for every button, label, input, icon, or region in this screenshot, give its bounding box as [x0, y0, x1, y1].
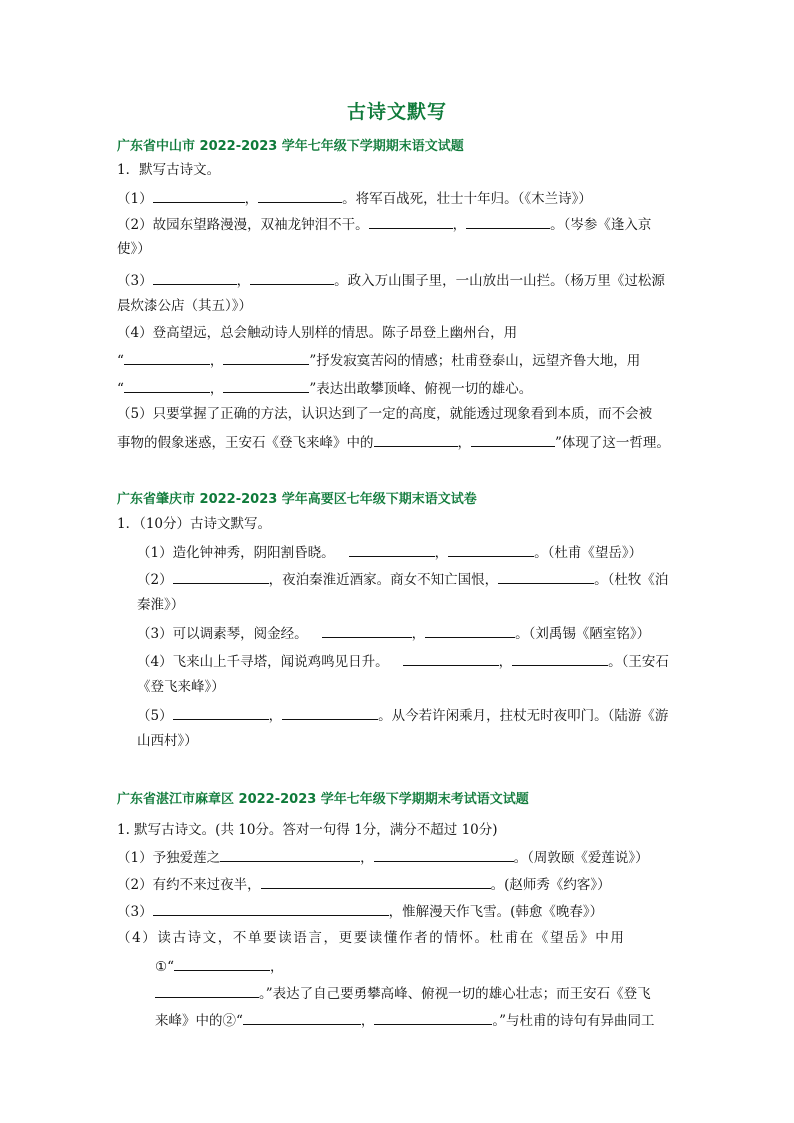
answer-blank[interactable] [374, 1010, 492, 1025]
item-3-4-cont-b: 。”表达了自己要勇攀高峰、俯视一切的雄心壮志；而王安石《登飞 [155, 983, 651, 1003]
item-3-1: （1）予独爱莲之 ， 。（周敦颐《爱莲说》） [117, 847, 649, 867]
answer-blank[interactable] [153, 901, 389, 916]
answer-blank[interactable] [403, 651, 499, 666]
answer-blank[interactable] [220, 847, 360, 862]
section-heading-2: 广东省肇庆市 2022-2023 学年高要区七年级下期末语文试卷 [117, 492, 477, 507]
item-2-5-cont: 山西村》） [137, 733, 198, 749]
item-1-3: （3） ， 。政入万山围子里，一山放出一山拦。（杨万里《过松源 [117, 270, 665, 290]
answer-blank[interactable] [223, 350, 309, 365]
answer-blank[interactable] [173, 569, 269, 584]
answer-blank[interactable] [124, 378, 210, 393]
item-2-1: （1）造化钟神秀，阴阳割昏晓。 ， 。（杜甫《望岳》） [137, 542, 642, 562]
answer-blank[interactable] [466, 214, 550, 229]
answer-blank[interactable] [153, 270, 237, 285]
item-3-4: （4）读古诗文，不单要读语言，更要读懂作者的情怀。杜甫在《望岳》中用 [117, 930, 626, 946]
answer-blank[interactable] [425, 623, 515, 638]
question-label: 1. 默写古诗文。(共 10分。答对一句得 1分，满分不超过 10分) [117, 822, 498, 838]
answer-blank[interactable] [498, 569, 594, 584]
answer-blank[interactable] [250, 270, 334, 285]
question-label: 1．默写古诗文。 [117, 162, 221, 178]
item-3-4-cont-a: ①“ ， [155, 956, 284, 976]
answer-blank[interactable] [124, 350, 210, 365]
answer-blank[interactable] [174, 956, 270, 971]
item-2-3: （3）可以调素琴，阅金经。 ， 。（刘禹锡《陋室铭》） [137, 623, 650, 643]
answer-blank[interactable] [173, 705, 269, 720]
answer-blank[interactable] [258, 188, 342, 203]
item-3-3: （3） ，惟解漫天作飞雪。(韩愈《晚春》） [117, 901, 603, 921]
item-1-4-cont-a: “ ， ”抒发寂寞苦闷的情感；杜甫登泰山，远望齐鲁大地，用 [117, 350, 640, 370]
answer-blank[interactable] [374, 432, 458, 447]
section-heading-1: 广东省中山市 2022-2023 学年七年级下学期期末语文试题 [117, 139, 464, 154]
item-2-4: （4）飞来山上千寻塔，闻说鸡鸣见日升。 ， 。（王安石 [137, 651, 669, 671]
item-1-5-cont: 事物的假象迷惑，王安石《登飞来峰》中的 ， ”体现了这一哲理。 [117, 432, 670, 452]
answer-blank[interactable] [448, 542, 534, 557]
answer-blank[interactable] [471, 432, 555, 447]
item-3-2: （2）有约不来过夜半， 。(赵师秀《约客》） [117, 874, 611, 894]
item-1-4-cont-b: “ ， ”表达出敢攀顶峰、俯视一切的雄心。 [117, 378, 532, 398]
answer-blank[interactable] [223, 378, 309, 393]
page-title: 古诗文默写 [346, 101, 447, 123]
item-2-5: （5） ， 。从今若许闲乘月，拄杖无时夜叩门。（陆游《游 [137, 705, 668, 725]
answer-blank[interactable] [349, 542, 435, 557]
question-label: 1．（10分）古诗文默写。 [117, 516, 272, 532]
answer-blank[interactable] [261, 874, 491, 889]
answer-blank[interactable] [155, 983, 259, 998]
answer-blank[interactable] [153, 188, 245, 203]
item-1-2-cont: 使》） [117, 241, 151, 257]
answer-blank[interactable] [282, 705, 378, 720]
answer-blank[interactable] [322, 623, 412, 638]
item-1-3-cont: 晨炊漆公店（其五）》） [117, 298, 252, 314]
item-1-5: （5）只要掌握了正确的方法，认识达到了一定的高度，就能透过现象看到本质，而不会被 [117, 406, 653, 422]
item-3-4-cont-c: 来峰》中的②“ ， 。”与杜甫的诗句有异曲同工 [155, 1010, 655, 1030]
section-heading-3: 广东省湛江市麻章区 2022-2023 学年七年级下学期期末考试语文试题 [117, 792, 529, 807]
item-2-2: （2） ，夜泊秦淮近酒家。商女不知亡国恨， 。（杜牧《泊 [137, 569, 668, 589]
answer-blank[interactable] [512, 651, 608, 666]
answer-blank[interactable] [369, 214, 453, 229]
item-2-2-cont: 秦淮》） [137, 597, 185, 613]
item-1-1: （1） ， 。将军百战死，壮士十年归。（《木兰诗》） [117, 188, 592, 208]
item-1-2: （2）故园东望路漫漫，双袖龙钟泪不干。 ， 。（岑参《逢入京 [117, 214, 651, 234]
item-1-4: （4）登高望远，总会触动诗人别样的情思。陈子昂登上幽州台，用 [117, 325, 518, 341]
answer-blank[interactable] [374, 847, 514, 862]
item-2-4-cont: 《登飞来峰》） [137, 679, 225, 695]
answer-blank[interactable] [243, 1010, 361, 1025]
